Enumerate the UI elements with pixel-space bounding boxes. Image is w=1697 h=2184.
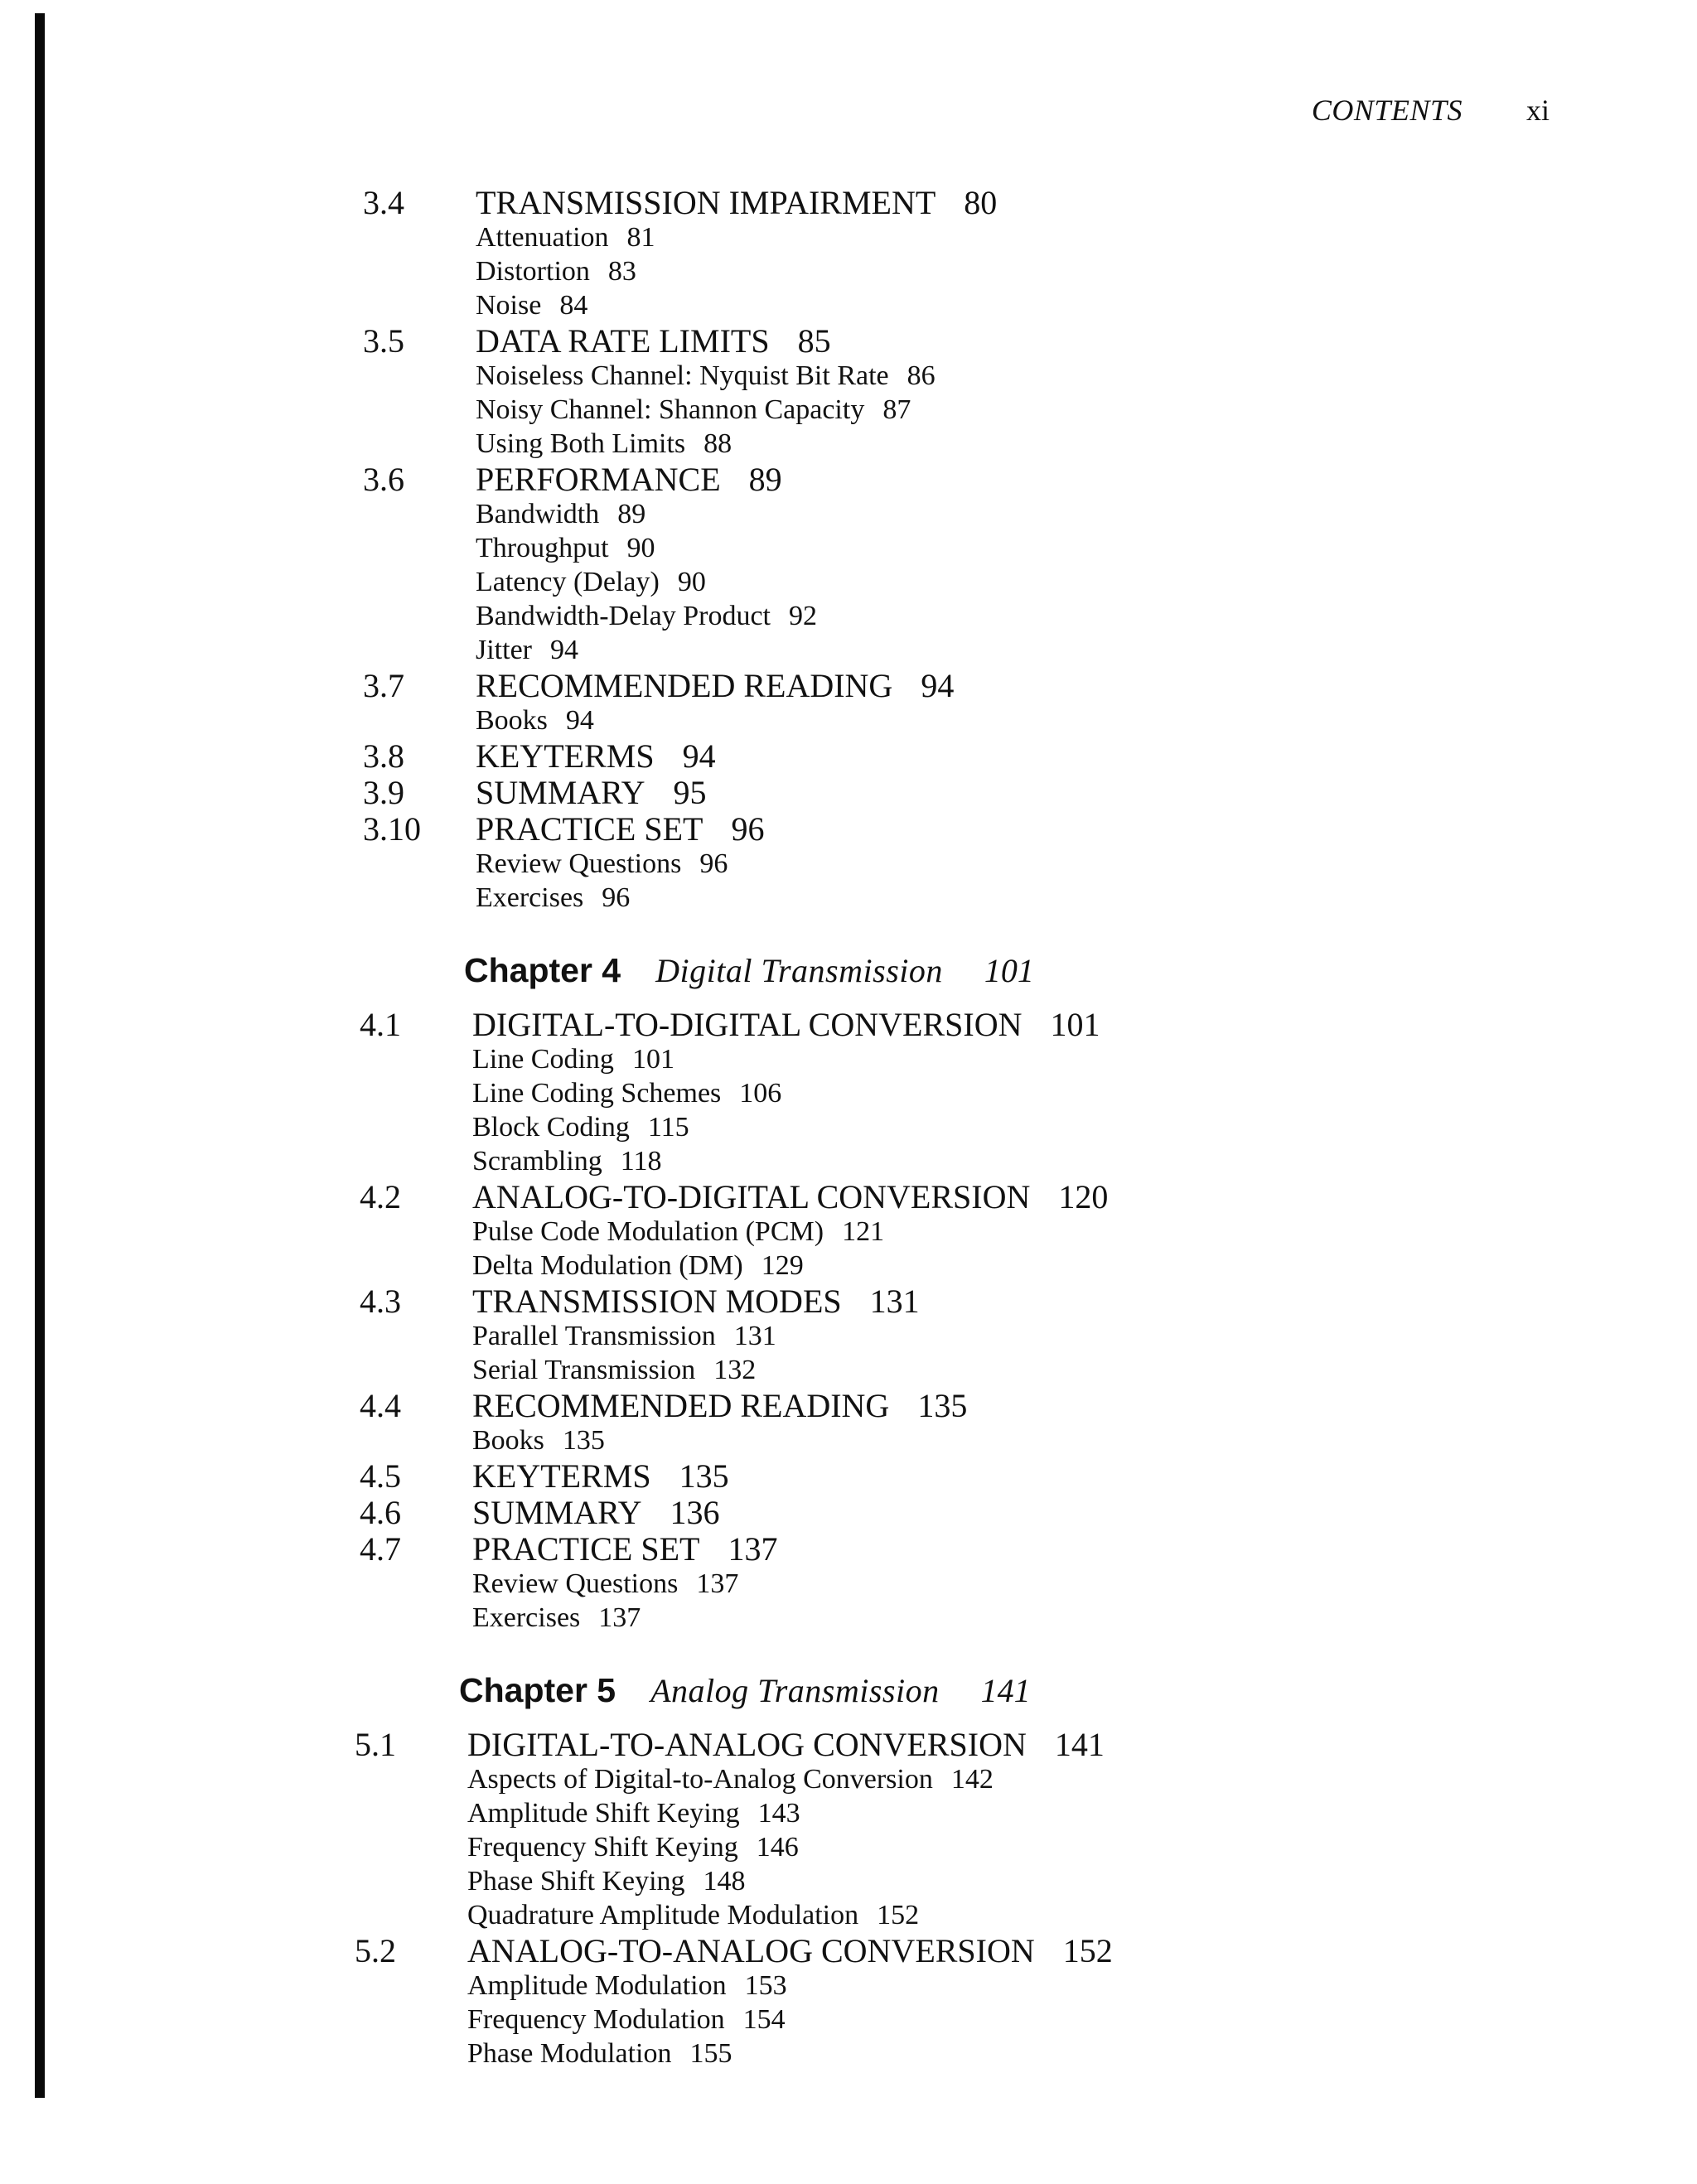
- subsection-page-number: 155: [689, 2038, 732, 2069]
- section-number: 3.10: [363, 810, 421, 848]
- toc-subsection-entry: [363, 633, 1540, 667]
- toc-subsection-entry: [363, 847, 1540, 881]
- subsection-page-number: 118: [620, 1146, 662, 1177]
- subsection-title: Line Coding: [472, 1044, 614, 1075]
- toc-subsection-entry: [363, 703, 1540, 737]
- toc-section-entry: [363, 186, 1540, 220]
- subsection-page-number: 154: [742, 2004, 786, 2035]
- subsection-page-number: 115: [647, 1112, 689, 1143]
- subsection-title: Line Coding Schemes: [472, 1078, 722, 1109]
- toc-subsection-entry: [355, 2003, 1540, 2037]
- toc-subsection-entry: [355, 1796, 1540, 1830]
- toc-subsection-entry: [363, 288, 1540, 322]
- subsection-title: Bandwidth-Delay Product: [476, 601, 771, 631]
- section-number: 4.5: [360, 1457, 401, 1495]
- subsection-page-number: 153: [744, 1970, 787, 2001]
- page-margin-bar: [35, 13, 45, 2098]
- subsection-page-number: 152: [877, 1900, 920, 1930]
- toc-subsection-entry: [363, 427, 1540, 461]
- section-title-group: [472, 1389, 967, 1423]
- toc-subsection-entry: [363, 393, 1540, 427]
- section-title-group: [476, 186, 997, 220]
- subsection-page-number: 84: [559, 290, 588, 321]
- subsection-title: Jitter: [476, 635, 532, 665]
- subsection-title: Using Both Limits: [476, 428, 686, 459]
- section-page-number: 89: [748, 461, 782, 498]
- toc-section-entry: [360, 1389, 1540, 1423]
- chapter-label: Chapter 4: [464, 951, 621, 989]
- section-title: DIGITAL-TO-ANALOG CONVERSION: [467, 1726, 1027, 1763]
- toc-subsection-entry: [363, 881, 1540, 915]
- toc-subsection-entry: [360, 1076, 1540, 1110]
- subsection-page-number: 90: [677, 567, 706, 597]
- subsection-title: Review Questions: [472, 1568, 679, 1599]
- section-number: 4.1: [360, 1006, 401, 1043]
- section-page-number: 96: [731, 810, 765, 848]
- subsection-page-number: 86: [907, 360, 936, 391]
- toc-subsection-entry: [360, 1353, 1540, 1387]
- toc-section-entry: [360, 1532, 1540, 1567]
- section-title-group: [476, 776, 707, 810]
- chapter-heading: [360, 938, 1540, 1003]
- toc-section-entry: [363, 324, 1540, 359]
- section-page-number: 135: [679, 1457, 729, 1495]
- section-page-number: 95: [673, 774, 707, 811]
- section-number: 4.7: [360, 1530, 401, 1568]
- toc-section-entry: [360, 1459, 1540, 1494]
- toc-subsection-entry: [355, 1969, 1540, 2003]
- chapter-title: Digital Transmission: [655, 952, 943, 989]
- section-title: RECOMMENDED READING: [472, 1387, 890, 1424]
- subsection-page-number: 137: [598, 1602, 641, 1633]
- section-title-group: [467, 1727, 1105, 1762]
- subsection-title: Parallel Transmission: [472, 1321, 716, 1351]
- subsection-title: Latency (Delay): [476, 567, 660, 597]
- section-number: 5.1: [355, 1726, 396, 1763]
- section-title: PERFORMANCE: [476, 461, 721, 498]
- section-number: 3.9: [363, 774, 404, 811]
- toc-section-entry: [360, 1007, 1540, 1042]
- section-number: 3.5: [363, 322, 404, 360]
- toc-section-entry: [363, 812, 1540, 847]
- subsection-page-number: 143: [757, 1798, 800, 1829]
- toc-subsection-entry: [360, 1042, 1540, 1076]
- subsection-title: Review Questions: [476, 848, 682, 879]
- subsection-page-number: 137: [696, 1568, 739, 1599]
- subsection-page-number: 106: [739, 1078, 782, 1109]
- subsection-title: Serial Transmission: [472, 1355, 696, 1385]
- section-number: 4.2: [360, 1178, 401, 1215]
- subsection-page-number: 88: [703, 428, 732, 459]
- section-title-group: [472, 1459, 729, 1494]
- toc-subsection-entry: [360, 1423, 1540, 1457]
- toc-subsection-entry: [360, 1249, 1540, 1283]
- subsection-page-number: 146: [756, 1832, 799, 1863]
- toc-section-entry: [363, 776, 1540, 810]
- subsection-page-number: 96: [602, 882, 631, 913]
- section-page-number: 85: [797, 322, 831, 360]
- section-title-group: [467, 1934, 1113, 1969]
- section-number: 4.6: [360, 1494, 401, 1531]
- subsection-title: Scrambling: [472, 1146, 602, 1177]
- section-title: KEYTERMS: [472, 1457, 651, 1495]
- section-page-number: 120: [1058, 1178, 1109, 1215]
- chapter-heading: [355, 1658, 1540, 1723]
- section-title: DIGITAL-TO-DIGITAL CONVERSION: [472, 1006, 1023, 1043]
- section-title-group: [476, 324, 831, 359]
- subsection-title: Delta Modulation (DM): [472, 1250, 743, 1281]
- section-title: PRACTICE SET: [472, 1530, 700, 1568]
- subsection-title: Frequency Modulation: [467, 2004, 725, 2035]
- section-number: 4.4: [360, 1387, 401, 1424]
- section-title: KEYTERMS: [476, 737, 655, 775]
- toc-subsection-entry: [363, 565, 1540, 599]
- toc-section-entry: [360, 1284, 1540, 1319]
- section-title-group: [472, 1284, 920, 1319]
- section-page-number: 101: [1050, 1006, 1100, 1043]
- section-title: RECOMMENDED READING: [476, 667, 893, 704]
- subsection-page-number: 94: [549, 635, 578, 665]
- section-title: ANALOG-TO-ANALOG CONVERSION: [467, 1932, 1035, 1969]
- section-title-group: [472, 1532, 777, 1567]
- toc-section-entry: [360, 1495, 1540, 1530]
- chapter-page-number: 141: [980, 1672, 1031, 1709]
- chapter-label: Chapter 5: [459, 1671, 616, 1709]
- subsection-page-number: 87: [882, 394, 911, 425]
- subsection-title: Noiseless Channel: Nyquist Bit Rate: [476, 360, 889, 391]
- subsection-page-number: 135: [562, 1425, 605, 1456]
- subsection-page-number: 81: [626, 222, 655, 253]
- subsection-title: Aspects of Digital-to-Analog Conversion: [467, 1764, 933, 1795]
- subsection-page-number: 121: [842, 1216, 885, 1247]
- toc-subsection-entry: [355, 2037, 1540, 2070]
- subsection-title: Phase Modulation: [467, 2038, 672, 2069]
- subsection-title: Block Coding: [472, 1112, 630, 1143]
- subsection-page-number: 131: [733, 1321, 776, 1351]
- subsection-page-number: 89: [617, 499, 646, 529]
- subsection-title: Noise: [476, 290, 542, 321]
- section-page-number: 137: [728, 1530, 778, 1568]
- subsection-title: Books: [476, 705, 548, 736]
- toc-section-entry: [363, 669, 1540, 703]
- section-number: 3.7: [363, 667, 404, 704]
- subsection-page-number: 132: [713, 1355, 757, 1385]
- section-title-group: [476, 462, 782, 497]
- section-number: 3.6: [363, 461, 404, 498]
- subsection-title: Throughput: [476, 533, 609, 563]
- subsection-page-number: 90: [626, 533, 655, 563]
- subsection-title: Exercises: [476, 882, 584, 913]
- subsection-title: Frequency Shift Keying: [467, 1832, 738, 1863]
- section-number: 3.8: [363, 737, 404, 775]
- subsection-page-number: 129: [761, 1250, 804, 1281]
- section-page-number: 131: [869, 1283, 920, 1320]
- toc-section-entry: [360, 1180, 1540, 1215]
- subsection-page-number: 101: [631, 1044, 674, 1075]
- subsection-page-number: 148: [703, 1866, 746, 1897]
- subsection-page-number: 96: [699, 848, 728, 879]
- section-title-group: [472, 1180, 1108, 1215]
- subsection-title: Pulse Code Modulation (PCM): [472, 1216, 824, 1247]
- subsection-title: Distortion: [476, 256, 590, 287]
- subsection-title: Amplitude Shift Keying: [467, 1798, 740, 1829]
- toc-subsection-entry: [355, 1830, 1540, 1864]
- toc-subsection-entry: [363, 254, 1540, 288]
- subsection-page-number: 83: [607, 256, 636, 287]
- toc-subsection-entry: [360, 1215, 1540, 1249]
- section-title-group: [472, 1495, 720, 1530]
- section-page-number: 141: [1054, 1726, 1105, 1763]
- toc-subsection-entry: [363, 220, 1540, 254]
- section-title-group: [476, 812, 764, 847]
- toc-section-entry: [355, 1934, 1540, 1969]
- subsection-title: Bandwidth: [476, 499, 600, 529]
- table-of-contents: [355, 184, 1540, 2070]
- section-title: SUMMARY: [476, 774, 645, 811]
- toc-section-entry: [363, 462, 1540, 497]
- toc-subsection-entry: [363, 497, 1540, 531]
- toc-subsection-entry: [360, 1601, 1540, 1635]
- section-title: TRANSMISSION IMPAIRMENT: [476, 184, 936, 221]
- toc-subsection-entry: [363, 359, 1540, 393]
- subsection-title: Attenuation: [476, 222, 609, 253]
- section-page-number: 80: [964, 184, 998, 221]
- section-page-number: 152: [1062, 1932, 1113, 1969]
- section-title-group: [476, 739, 716, 774]
- toc-subsection-entry: [360, 1144, 1540, 1178]
- toc-subsection-entry: [355, 1864, 1540, 1898]
- subsection-title: Noisy Channel: Shannon Capacity: [476, 394, 865, 425]
- subsection-title: Amplitude Modulation: [467, 1970, 727, 2001]
- toc-subsection-entry: [360, 1110, 1540, 1144]
- subsection-page-number: 94: [565, 705, 594, 736]
- toc-subsection-entry: [355, 1898, 1540, 1932]
- toc-subsection-entry: [363, 599, 1540, 633]
- section-page-number: 94: [682, 737, 716, 775]
- chapter-page-number: 101: [984, 952, 1034, 989]
- section-title: TRANSMISSION MODES: [472, 1283, 842, 1320]
- section-number: 5.2: [355, 1932, 396, 1969]
- subsection-title: Exercises: [472, 1602, 581, 1633]
- section-page-number: 136: [670, 1494, 720, 1531]
- subsection-title: Quadrature Amplitude Modulation: [467, 1900, 859, 1930]
- section-title-group: [476, 669, 954, 703]
- running-head-page-number: xi: [1525, 94, 1550, 127]
- section-page-number: 94: [921, 667, 955, 704]
- chapter-title: Analog Transmission: [650, 1672, 940, 1709]
- subsection-title: Books: [472, 1425, 544, 1456]
- section-title: PRACTICE SET: [476, 810, 703, 848]
- section-title: DATA RATE LIMITS: [476, 322, 770, 360]
- toc-section-entry: [363, 739, 1540, 774]
- toc-subsection-entry: [355, 1762, 1540, 1796]
- running-head: [1312, 93, 1550, 128]
- toc-subsection-entry: [363, 531, 1540, 565]
- subsection-page-number: 142: [950, 1764, 994, 1795]
- section-title-group: [472, 1007, 1100, 1042]
- running-head-label: CONTENTS: [1311, 94, 1463, 127]
- section-number: 4.3: [360, 1283, 401, 1320]
- section-page-number: 135: [917, 1387, 968, 1424]
- section-title: ANALOG-TO-DIGITAL CONVERSION: [472, 1178, 1031, 1215]
- section-title: SUMMARY: [472, 1494, 642, 1531]
- section-number: 3.4: [363, 184, 404, 221]
- toc-subsection-entry: [360, 1567, 1540, 1601]
- toc-subsection-entry: [360, 1319, 1540, 1353]
- subsection-title: Phase Shift Keying: [467, 1866, 685, 1897]
- toc-section-entry: [355, 1727, 1540, 1762]
- subsection-page-number: 92: [789, 601, 817, 631]
